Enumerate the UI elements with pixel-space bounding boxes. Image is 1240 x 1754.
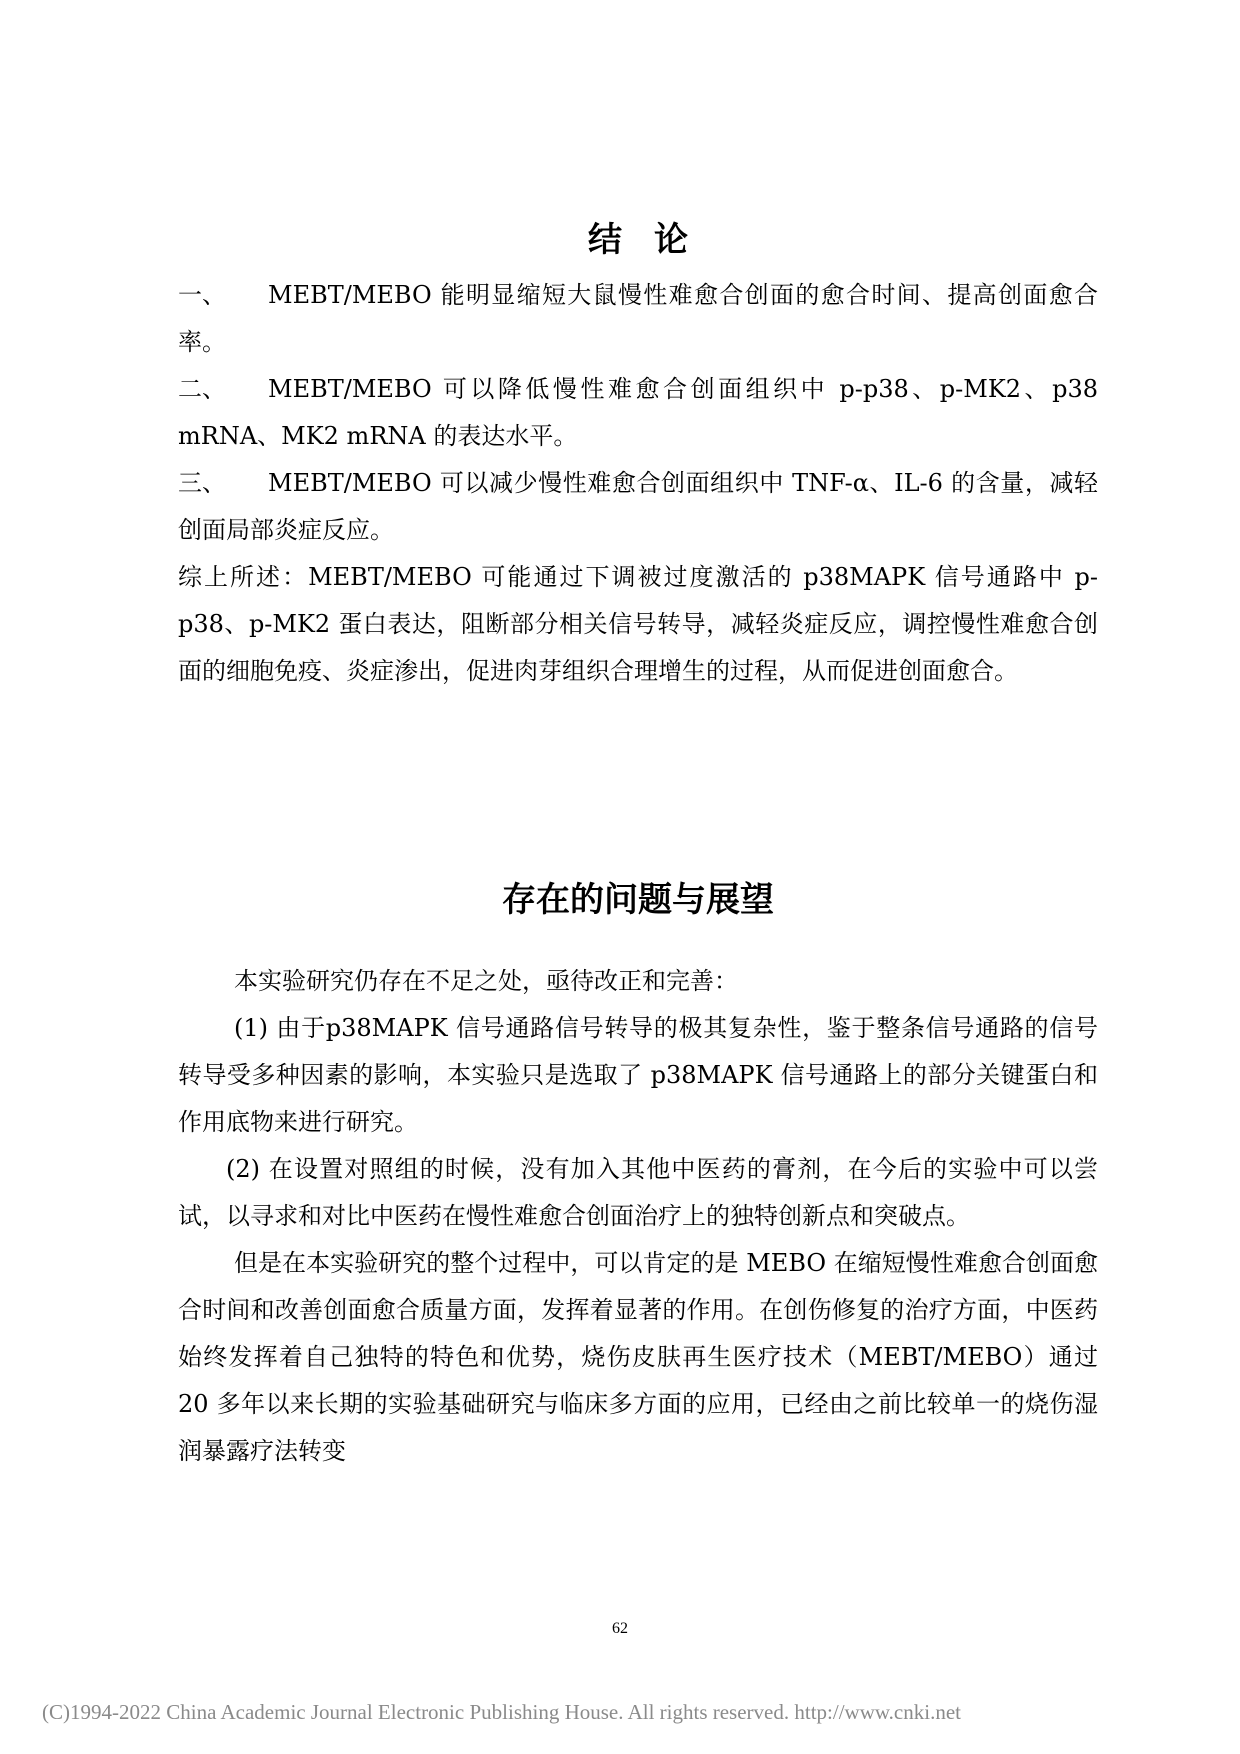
page-number: 62: [612, 1620, 628, 1637]
conclusion-item-number: 三、: [178, 469, 226, 497]
outlook-point: (1) 由于p38MAPK 信号通路信号转导的极其复杂性，鉴于整条信号通路的信号转导受多种因素的影响，本实验只是选取了 p38MAPK 信号通路上的部分关键蛋白和作用底物来进行研究。: [178, 1014, 1098, 1136]
copyright-notice: (C)1994-2022 China Academic Journal Electronic Publishing House. All rights reserved. http://www.cnki.net: [42, 1700, 961, 1724]
conclusion-summary: 综上所述：MEBT/MEBO 可能通过下调被过度激活的 p38MAPK 信号通路中 p-p38、p-MK2 蛋白表达，阻断部分相关信号转导，减轻炎症反应，调控慢性难愈合创面的细胞免疫、炎症渗出，促进肉芽组织合理增生的过程，从而促进创面愈合。: [178, 563, 1098, 685]
conclusion-list: [178, 272, 1098, 695]
outlook-intro: 本实验研究仍存在不足之处，亟待改正和完善：: [234, 967, 738, 995]
conclusion-item: [178, 272, 1098, 366]
conclusion-item-text: MEBT/MEBO 可以降低慢性难愈合创面组织中 p-p38、p-MK2、p38 mRNA、MK2 mRNA 的表达水平。: [178, 375, 1098, 450]
conclusion-item-text: MEBT/MEBO 能明显缩短大鼠慢性难愈合创面的愈合时间、提高创面愈合率。: [178, 281, 1098, 356]
outlook-body: [178, 958, 1098, 1475]
outlook-closing: 但是在本实验研究的整个过程中，可以肯定的是 MEBO 在缩短慢性难愈合创面愈合时间和改善创面愈合质量方面，发挥着显著的作用。在创伤修复的治疗方面，中医药始终发挥着自己独特的特色和优势，烧伤皮肤再生医疗技术（MEBT/MEBO）通过 20 多年以来长期的实验基础研究与临床多方面的应用，已经由之前比较单一的烧伤湿润暴露疗法转变: [178, 1249, 1098, 1465]
conclusion-item-text: MEBT/MEBO 可以减少慢性难愈合创面组织中 TNF-α、IL-6 的含量，减轻创面局部炎症反应。: [178, 469, 1098, 544]
conclusion-item-number: 二、: [178, 375, 226, 403]
conclusion-heading: 结论: [588, 220, 720, 260]
conclusion-item: [178, 366, 1098, 460]
conclusion-item: [178, 460, 1098, 554]
conclusion-item-number: 一、: [178, 281, 226, 309]
outlook-heading: 存在的问题与展望: [502, 880, 774, 920]
outlook-point: (2) 在设置对照组的时候，没有加入其他中医药的膏剂，在今后的实验中可以尝试，以寻求和对比中医药在慢性难愈合创面治疗上的独特创新点和突破点。: [178, 1155, 1098, 1230]
